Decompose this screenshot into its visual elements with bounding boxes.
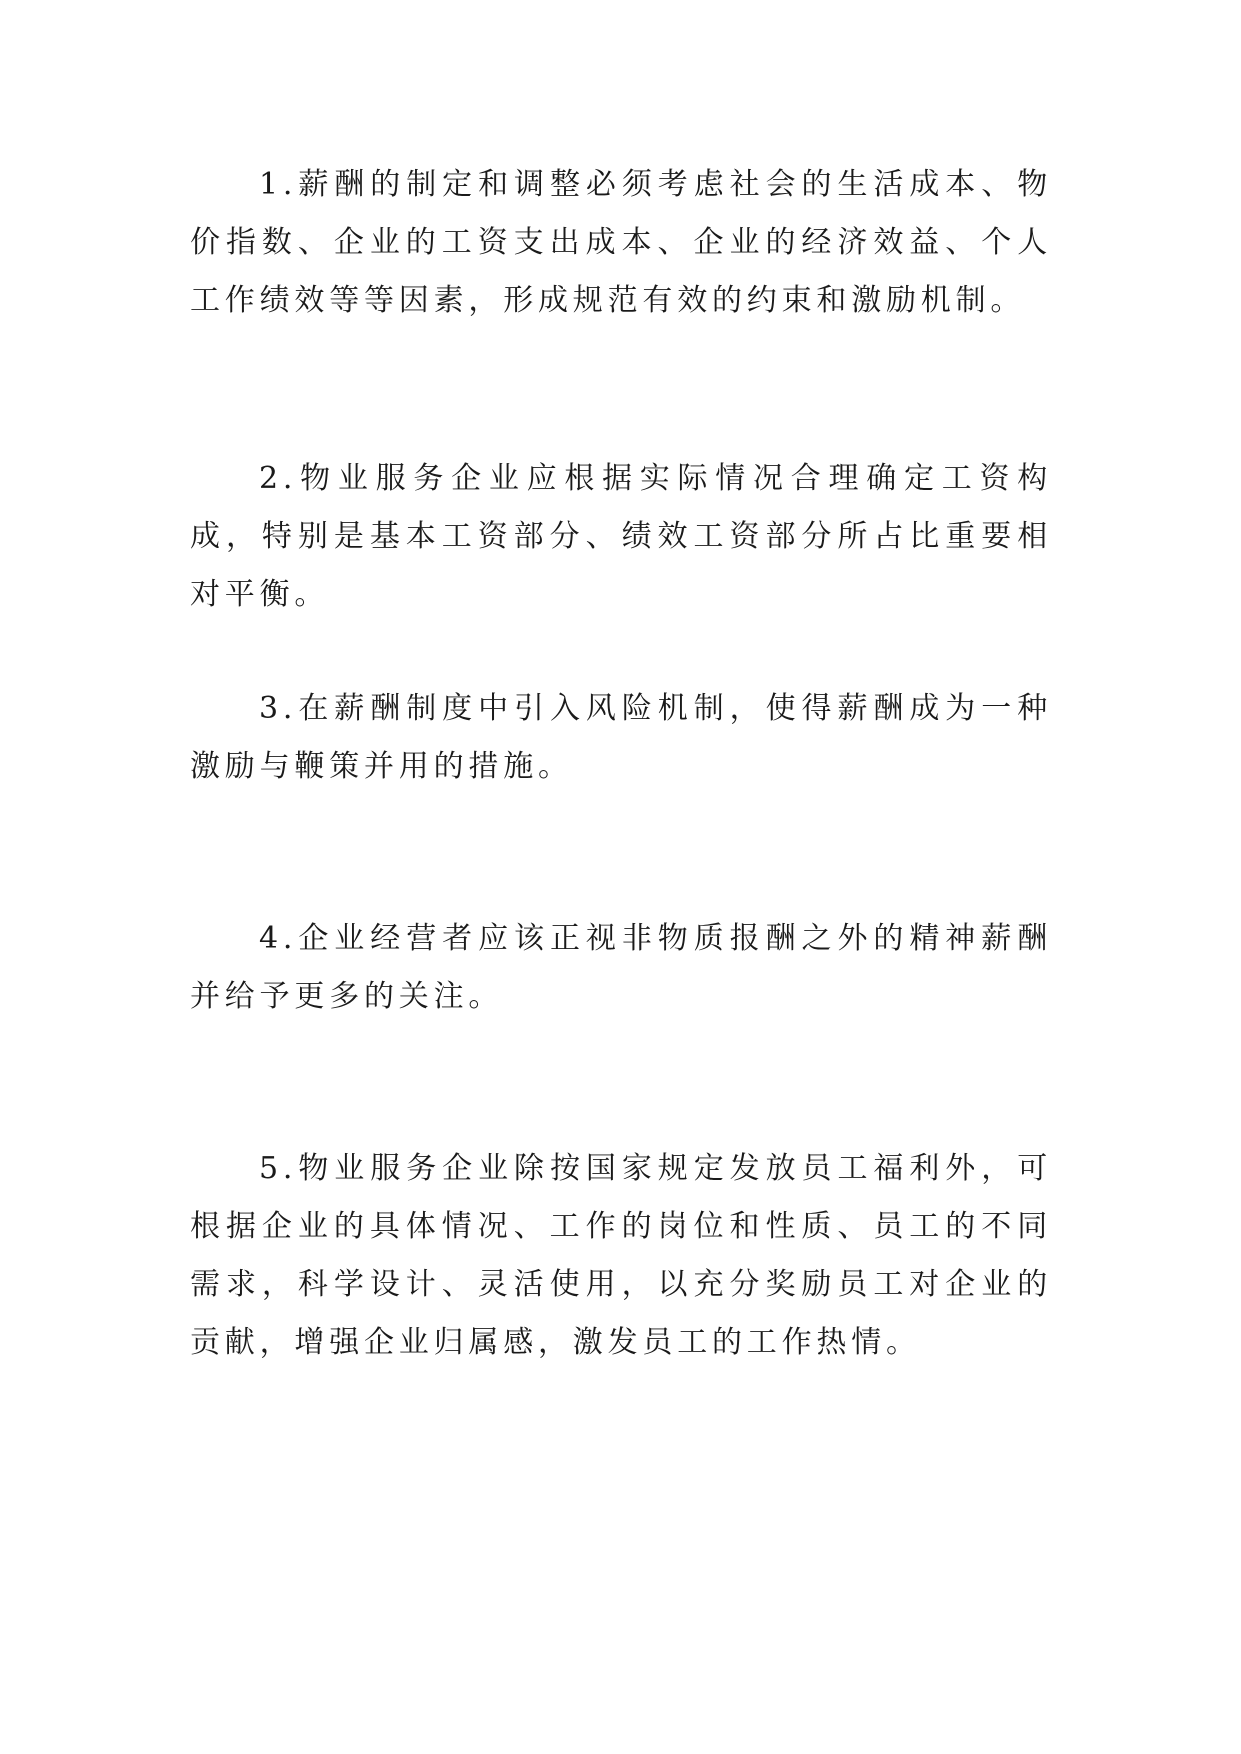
paragraph-2: 2.物业服务企业应根据实际情况合理确定工资构成，特别是基本工资部分、绩效工资部分所占比重要相对平衡。 xyxy=(190,461,1052,612)
paragraph-4: 4.企业经营者应该正视非物质报酬之外的精神薪酬并给予更多的关注。 xyxy=(190,921,1052,1014)
paragraph-3: 3.在薪酬制度中引入风险机制，使得薪酬成为一种激励与鞭策并用的措施。 xyxy=(190,691,1052,784)
paragraph-5: 5.物业服务企业除按国家规定发放员工福利外，可根据企业的具体情况、工作的岗位和性质、员工的不同需求，科学设计、灵活使用，以充分奖励员工对企业的贡献，增强企业归属感，激发员工的工作热情。 xyxy=(190,1151,1052,1360)
paragraph-1: 1.薪酬的制定和调整必须考虑社会的生活成本、物价指数、企业的工资支出成本、企业的经济效益、个人工作绩效等等因素，形成规范有效的约束和激励机制。 xyxy=(190,167,1052,318)
